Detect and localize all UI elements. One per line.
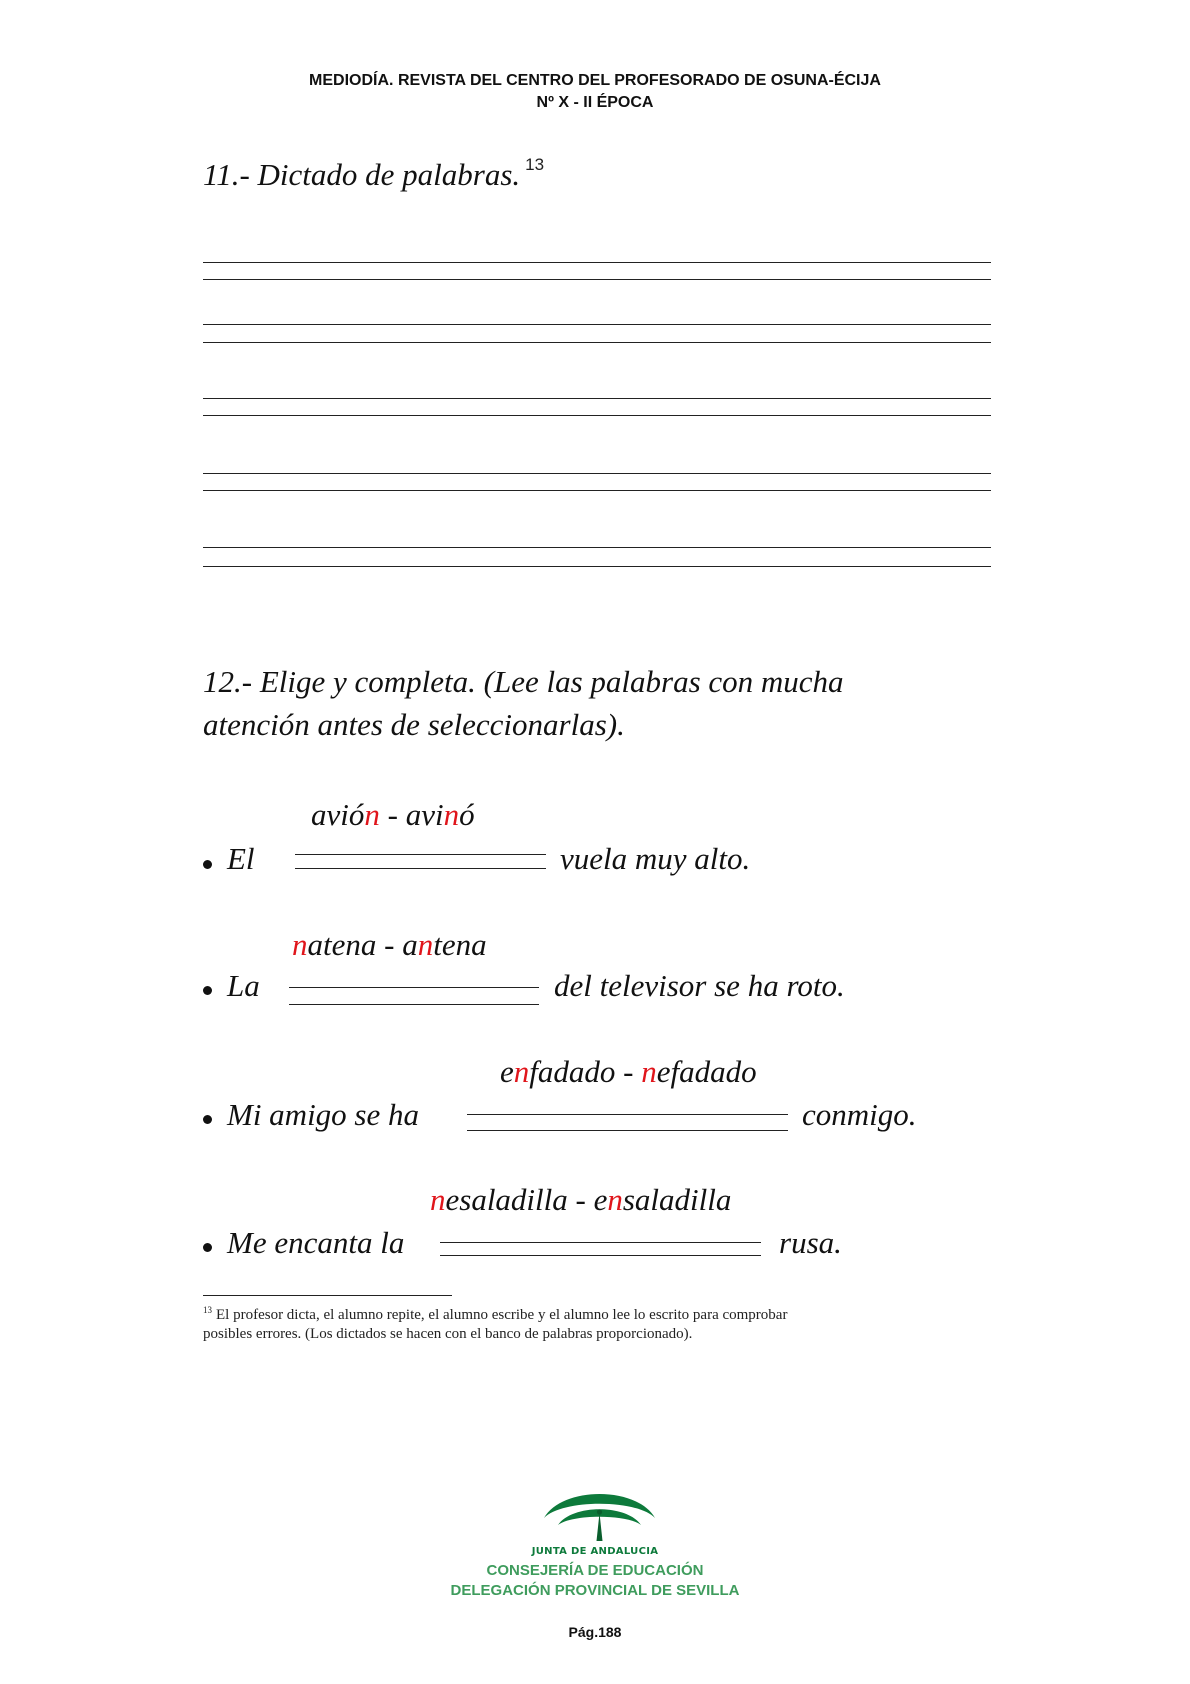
sentence-end: vuela muy alto. xyxy=(560,841,751,876)
word-choices xyxy=(430,1180,731,1220)
footnote-line1 xyxy=(203,1306,787,1325)
choice-segment: ó xyxy=(459,797,475,832)
delegation-name: DELEGACIÓN PROVINCIAL DE SEVILLA xyxy=(450,1582,740,1599)
exercise-12-title-line1: 12.- Elige y completa. (Lee las palabras con mucha xyxy=(203,664,844,699)
choice-segment: n xyxy=(607,1182,623,1217)
page-number: Pág.188 xyxy=(568,1624,622,1640)
choice-segment: fadado - xyxy=(529,1054,642,1089)
choice-segment: n xyxy=(292,927,308,962)
choice-segment: n xyxy=(430,1182,446,1217)
choice-segment: esaladilla - e xyxy=(445,1182,608,1217)
choice-segment: efadado xyxy=(656,1054,757,1089)
writing-line xyxy=(203,279,991,280)
exercise-12-title-line2: atención antes de seleccionarlas). xyxy=(203,707,625,742)
footnote-separator xyxy=(203,1295,452,1296)
footnote-line2: posibles errores. (Los dictados se hacen con el banco de palabras proporcionado). xyxy=(203,1326,693,1342)
department-name: CONSEJERÍA DE EDUCACIÓN xyxy=(486,1562,704,1579)
answer-line xyxy=(295,854,546,855)
answer-line xyxy=(440,1255,761,1256)
writing-line xyxy=(203,342,991,343)
issue-label: Nº X - II ÉPOCA xyxy=(536,94,654,111)
writing-line xyxy=(203,324,991,325)
answer-line xyxy=(289,1004,539,1005)
choice-segment: e xyxy=(500,1054,514,1089)
choice-segment: n xyxy=(641,1054,657,1089)
sentence-end: del televisor se ha roto. xyxy=(554,968,845,1003)
answer-line xyxy=(295,868,546,869)
logo-wordmark: JUNTA DE ANDALUCIA xyxy=(531,1546,659,1557)
answer-line xyxy=(467,1130,788,1131)
bullet-icon xyxy=(203,1243,212,1252)
writing-line xyxy=(203,415,991,416)
choice-segment: n xyxy=(364,797,380,832)
sentence-end: conmigo. xyxy=(802,1097,917,1132)
word-choices xyxy=(311,795,475,835)
footnote-number: 13 xyxy=(203,1305,212,1315)
choice-segment: tena xyxy=(433,927,487,962)
writing-line xyxy=(203,473,991,474)
choice-segment: - avi xyxy=(379,797,444,832)
choice-segment: saladilla xyxy=(622,1182,732,1217)
choice-segment: avió xyxy=(311,797,365,832)
writing-line xyxy=(203,262,991,263)
footnote-reference: 13 xyxy=(525,155,545,174)
sentence-start: La xyxy=(227,968,260,1003)
sentence-start: Mi amigo se ha xyxy=(227,1097,420,1132)
writing-line xyxy=(203,566,991,567)
bullet-icon xyxy=(203,860,212,869)
sentence-start: El xyxy=(227,841,255,876)
choice-segment: atena - a xyxy=(307,927,418,962)
answer-line xyxy=(289,987,539,988)
writing-line xyxy=(203,398,991,399)
answer-line xyxy=(440,1242,761,1243)
bullet-icon xyxy=(203,986,212,995)
choice-segment: n xyxy=(417,927,434,962)
word-choices xyxy=(292,925,487,965)
word-choices xyxy=(500,1052,757,1092)
junta-andalucia-logo-icon xyxy=(542,1480,657,1542)
footnote-text: El profesor dicta, el alumno repite, el alumno escribe y el alumno lee lo escrito para comprobar xyxy=(216,1307,788,1323)
writing-line xyxy=(203,547,991,548)
exercise-11-title: 11.- Dictado de palabras. xyxy=(203,157,521,192)
bullet-icon xyxy=(203,1115,212,1124)
writing-line xyxy=(203,490,991,491)
choice-segment: n xyxy=(443,797,460,832)
exercise-11-heading xyxy=(203,155,544,200)
answer-line xyxy=(467,1114,788,1115)
sentence-start: Me encanta la xyxy=(227,1225,405,1260)
sentence-end: rusa. xyxy=(779,1225,842,1260)
choice-segment: n xyxy=(513,1054,530,1089)
magazine-title: MEDIODÍA. REVISTA DEL CENTRO DEL PROFESORADO DE OSUNA-ÉCIJA xyxy=(309,72,881,89)
